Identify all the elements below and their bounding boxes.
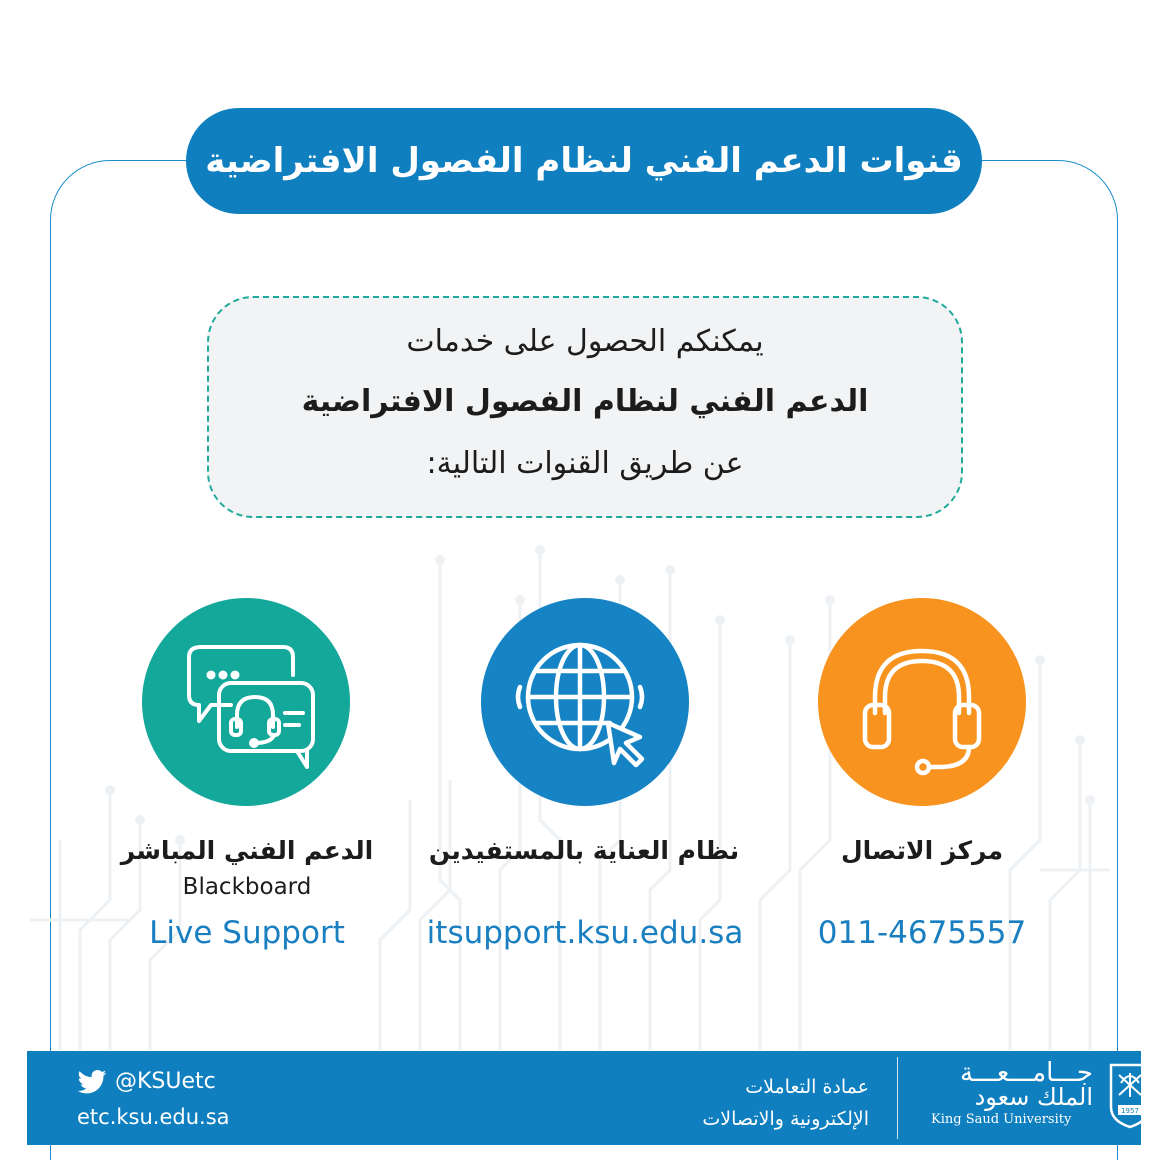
channel-care-title: نظام العناية بالمستفيدين [428,836,740,865]
intro-box [207,296,963,518]
university-ar-line-1: جـــامـــعـــة [960,1058,1093,1088]
footer-bar [27,1051,1141,1145]
deanship-line-2: الإلكترونية والاتصالات [702,1108,869,1130]
twitter-icon [77,1070,107,1094]
headset-circle[interactable] [818,598,1026,806]
intro-line-3: عن طريق القنوات التالية: [426,446,744,481]
footer-divider [897,1057,898,1139]
university-name-ar [933,1058,1093,1111]
intro-line-2: الدعم الفني لنظام الفصول الافتراضية [301,384,869,419]
channel-live-subtitle: Blackboard [182,874,312,900]
headset-icon [847,627,997,777]
chat-support-circle[interactable] [142,598,350,806]
channel-call-title: مركز الاتصال [840,836,1004,865]
page-title: قنوات الدعم الفني لنظام الفصول الافتراضية [186,108,982,214]
emblem-year: 1957 [1121,1107,1139,1115]
ksu-emblem-icon [1107,1061,1153,1129]
university-name-en: King Saud University [931,1112,1072,1127]
chat-support-icon [171,627,321,777]
footer-website-link[interactable]: etc.ksu.edu.sa [77,1105,230,1129]
live-support-link[interactable]: Live Support [149,915,345,951]
intro-line-1: يمكنكم الحصول على خدمات [406,324,764,359]
globe-circle[interactable] [481,598,689,806]
phone-number-link[interactable]: 011-4675557 [817,915,1027,951]
itsupport-link[interactable]: itsupport.ksu.edu.sa [426,915,744,951]
university-ar-line-2: الملك سعود [974,1083,1093,1111]
twitter-link[interactable] [77,1069,216,1094]
twitter-handle: @KSUetc [115,1069,216,1094]
deanship-name [702,1071,869,1135]
deanship-line-1: عمادة التعاملات [745,1076,869,1098]
channel-live-title: الدعم الفني المباشر [120,836,374,865]
globe-cursor-icon [510,627,660,777]
